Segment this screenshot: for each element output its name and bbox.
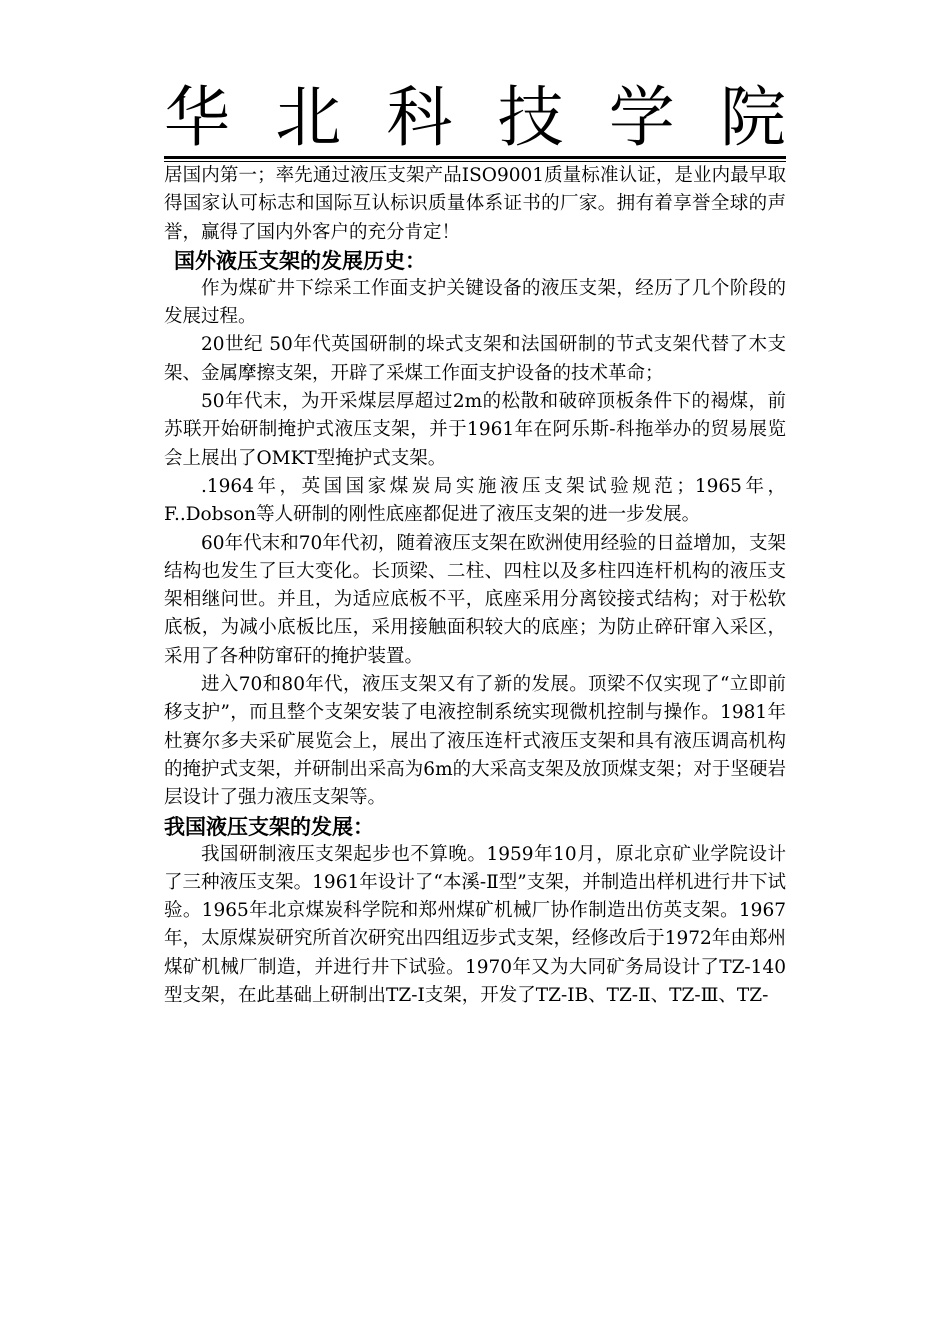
document-page	[164, 79, 786, 1010]
body-paragraph: 我国研制液压支架起步也不算晚。1959年10月，原北京矿业学院设计了三种液压支架。1961年设计了“本溪-Ⅱ型”支架，并制造出样机进行井下试验。1965年北京煤炭科学院和郑州煤矿机械厂协作制造出仿英支架。1967年，太原煤炭研究所首次研究出四组迈步式支架，经修改后于1972年由郑州煤矿机械厂制造，并进行井下试验。1970年又为大同矿务局设计了TZ-140型支架，在此基础上研制出TZ-Ⅰ支架，开发了TZ-IB、TZ-Ⅱ、TZ-Ⅲ、TZ-	[164, 843, 786, 1007]
body-paragraph: 50年代末，为开采煤层厚超过2m的松散和破碎顶板条件下的褐煤，前苏联开始研制掩护式液压支架，并于1961年在阿乐斯-科拖举办的贸易展览会上展出了OMKT型掩护式支架。	[164, 391, 786, 469]
body-paragraph: 作为煤矿井下综采工作面支护关键设备的液压支架，经历了几个阶段的发展过程。	[164, 277, 786, 328]
body-paragraph: .1964年，英国国家煤炭局实施液压支架试验规范；1965年，F..Dobson等人研制的刚性底座都促进了液压支架的进一步发展。	[164, 475, 786, 526]
header-char: 华	[164, 79, 230, 156]
section-heading-foreign: 国外液压支架的发展历史：	[174, 248, 426, 273]
intro-paragraph: 居国内第一；率先通过液压支架产品ISO9001质量标准认证，是业内最早取得国家认可标志和国际互认标识质量体系证书的厂家。拥有着享誉全球的声誉，赢得了国内外客户的充分肯定！	[164, 165, 786, 243]
header-char: 院	[719, 79, 786, 156]
header-rule-thick	[164, 156, 786, 159]
body-paragraph: 20世纪 50年代英国研制的垛式支架和法国研制的节式支架代替了木支架、金属摩擦支架，开辟了采煤工作面支护设备的技术革命；	[164, 334, 786, 384]
body-paragraph: 60年代末和70年代初，随着液压支架在欧洲使用经验的日益增加，支架结构也发生了巨大变化。长顶梁、二柱、四柱以及多柱四连杆机构的液压支架相继问世。并且，为适应底板不平，底座采用分离铰接式结构；对于松软底板，为减小底板比压，采用接触面积较大的底座；为防止碎矸窜入采区，采用了各种防窜矸的掩护装置。	[164, 532, 786, 667]
page-header-title	[164, 79, 786, 156]
header-char: 北	[275, 79, 342, 156]
header-char: 技	[497, 79, 564, 156]
header-char: 科	[386, 79, 453, 156]
header-char: 学	[608, 79, 675, 156]
section-heading-china: 我国液压支架的发展：	[164, 814, 374, 839]
body-paragraph: 进入70和80年代，液压支架又有了新的发展。顶梁不仅实现了“立即前移支护”，而且整个支架安装了电液控制系统实现微机控制与操作。1981年杜赛尔多夫采矿展览会上，展出了液压连杆式液压支架和具有液压调高机构的掩护式支架，并研制出采高为6m的大采高支架及放顶煤支架；对于坚硬岩层设计了强力液压支架等。	[164, 674, 786, 809]
